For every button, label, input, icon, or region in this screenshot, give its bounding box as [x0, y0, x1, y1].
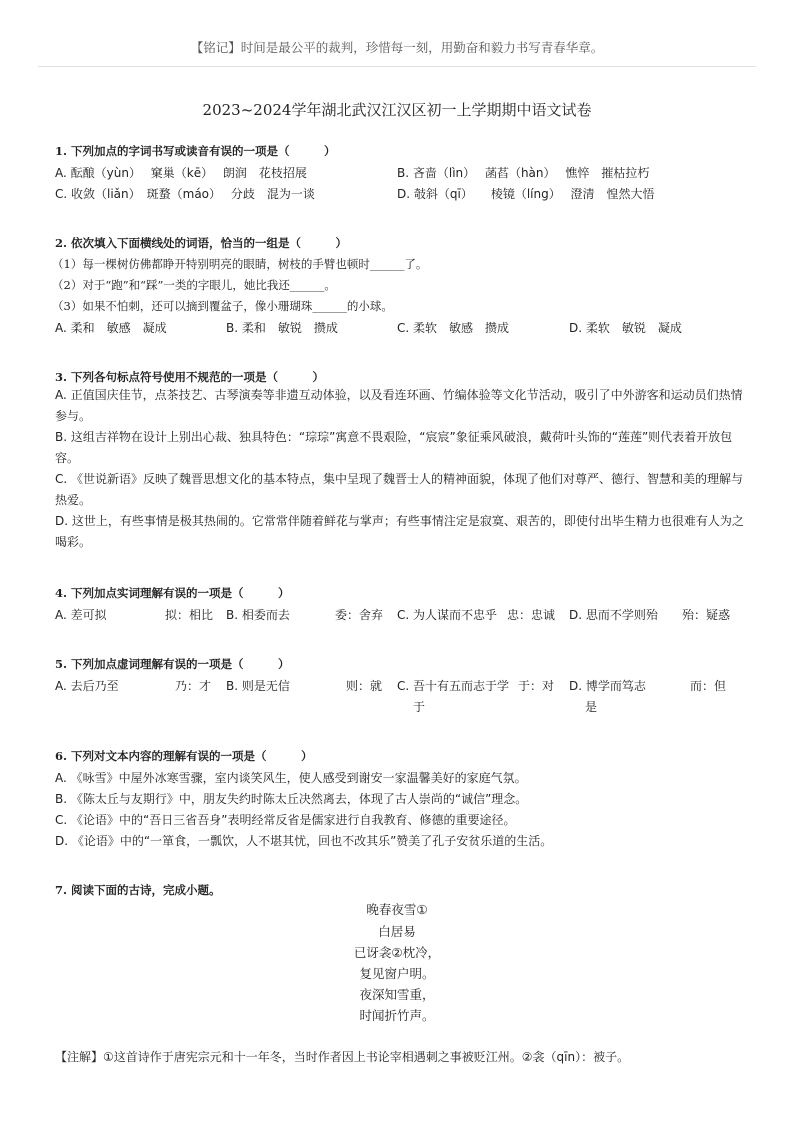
poem-author: 白居易: [378, 924, 416, 939]
question-7-stem: 7. 阅读下面的古诗，完成小题。: [55, 883, 221, 897]
poem-annotation: 【注解】①这首诗作于唐宪宗元和十一年冬，当时作者因上书论宰相遇刺之事被贬江州。②衾（qīn）：被子。: [55, 1050, 630, 1064]
q5-option-b: B. 则是无信: [226, 679, 290, 693]
q5-option-c-gloss: 于：对: [518, 679, 555, 693]
q4-option-b-gloss: 委：舍弃: [335, 608, 384, 622]
question-2-stem: 2. 依次填入下面横线处的词语，恰当的一组是（ ）: [55, 236, 348, 250]
q1-option-b: B. 吝啬（lìn） 菡萏（hàn） 憔悴 摧枯拉朽: [397, 166, 650, 180]
q1-option-a: A. 酝酿（yùn） 窠巢（kē） 朗润 花枝招展: [55, 166, 307, 180]
q3-option-c: C. 《世说新语》反映了魏晋思想文化的基本特点，集中呈现了魏晋士人的精神面貌，体现了他们对尊严、德行、智慧和美的理解与热爱。: [55, 472, 744, 507]
poem-line-3: 夜深知雪重，: [359, 987, 435, 1002]
question-6-stem: 6. 下列对文本内容的理解有误的一项是（ ）: [55, 749, 313, 763]
q2-line-1: （1）每一棵树仿佛都睁开特别明亮的眼睛，树枝的手臂也顿时______了。: [52, 257, 428, 271]
q6-option-b: B. 《陈太丘与友期行》中，朋友失约时陈太丘决然离去，体现了古人崇尚的“诚信”理念。: [55, 792, 528, 806]
q2-option-d: D. 柔软 敏锐 凝成: [569, 321, 682, 335]
poem-line-2: 复见窗户明。: [359, 966, 435, 981]
q5-option-c-cont: 于: [413, 700, 426, 714]
q5-option-d: D. 博学而笃志: [569, 679, 646, 693]
q6-option-c: C. 《论语》中的“吾日三省吾身”表明经常反省是儒家进行自我教育、修德的重要途径。: [55, 813, 516, 827]
q4-option-c: C. 为人谋而不忠乎: [397, 608, 498, 622]
q6-option-d: D. 《论语》中的“一箪食，一瓢饮，人不堪其忧，回也不改其乐”赞美了孔子安贫乐道的生活。: [55, 834, 553, 848]
q2-option-b: B. 柔和 敏锐 攒成: [226, 321, 338, 335]
q5-option-b-gloss: 则：就: [346, 679, 383, 693]
q3-option-b: B. 这组吉祥物在设计上别出心裁、独具特色：“琮琮”寓意不畏艰险，“宸宸”象征乘风破浪，戴荷叶头饰的“莲莲”则代表着开放包容。: [55, 430, 733, 465]
q4-option-a-gloss: 拟：相比: [165, 608, 214, 622]
q4-option-d: D. 思而不学则殆: [569, 608, 658, 622]
question-3-stem: 3. 下列各句标点符号使用不规范的一项是（ ）: [55, 370, 325, 384]
question-5-stem: 5. 下列加点虚词理解有误的一项是（ ）: [55, 657, 290, 671]
header-divider: [38, 66, 756, 67]
q5-option-a-gloss: 乃：才: [175, 679, 212, 693]
q3-option-a: A. 正值国庆佳节，点茶技艺、古琴演奏等非遗互动体验，以及看连环画、竹编体验等文化节活动，吸引了中外游客和运动员们热情参与。: [55, 388, 743, 423]
poem-line-1: 已讶衾②枕冷，: [353, 945, 441, 960]
question-4-stem: 4. 下列加点实词理解有误的一项是（ ）: [55, 586, 290, 600]
q2-line-3: （3）如果不怕刺，还可以摘到覆盆子，像小珊瑚珠______的小球。: [52, 299, 393, 313]
q5-option-a: A. 去后乃至: [55, 679, 119, 693]
q4-option-b: B. 相委而去: [226, 608, 290, 622]
q1-option-c: C. 收敛（liǎn） 斑蝥（máo） 分歧 混为一谈: [55, 187, 315, 201]
q1-option-d: D. 攲斜（qī） 棱镜（líng） 澄清 惶然大悟: [397, 187, 655, 201]
q6-option-a: A. 《咏雪》中屋外冰寒雪骤，室内谈笑风生，使人感受到谢安一家温馨美好的家庭气氛。: [55, 771, 527, 785]
poem-title: 晚春夜雪①: [366, 902, 428, 917]
q5-option-d-cont: 是: [585, 700, 598, 714]
q4-option-c-gloss: 忠：忠诚: [507, 608, 556, 622]
q2-option-c: C. 柔软 敏感 攒成: [397, 321, 510, 335]
page-title: 2023~2024学年湖北武汉江汉区初一上学期期中语文试卷: [202, 101, 592, 119]
q2-option-a: A. 柔和 敏感 凝成: [55, 321, 167, 335]
header-motto: 【铭记】时间是最公平的裁判，珍惜每一刻，用勤奋和毅力书写青春华章。: [190, 40, 604, 55]
q2-line-2: （2）对于“跑”和“踩”一类的字眼儿，她比我还______。: [52, 278, 336, 292]
question-1-stem: 1. 下列加点的字词书写或读音有误的一项是（ ）: [55, 144, 336, 158]
q5-option-d-gloss: 而：但: [690, 679, 727, 693]
q4-option-a: A. 差可拟: [55, 608, 107, 622]
poem-line-4: 时闻折竹声。: [359, 1008, 435, 1023]
q4-option-d-gloss: 殆：疑惑: [682, 608, 731, 622]
q5-option-c: C. 吾十有五而志于学: [397, 679, 510, 693]
q3-option-d: D. 这世上，有些事情是极其热闹的。它常常伴随着鲜花与掌声；有些事情注定是寂寞、艰苦的，即使付出毕生精力也很难有人为之喝彩。: [55, 514, 744, 549]
